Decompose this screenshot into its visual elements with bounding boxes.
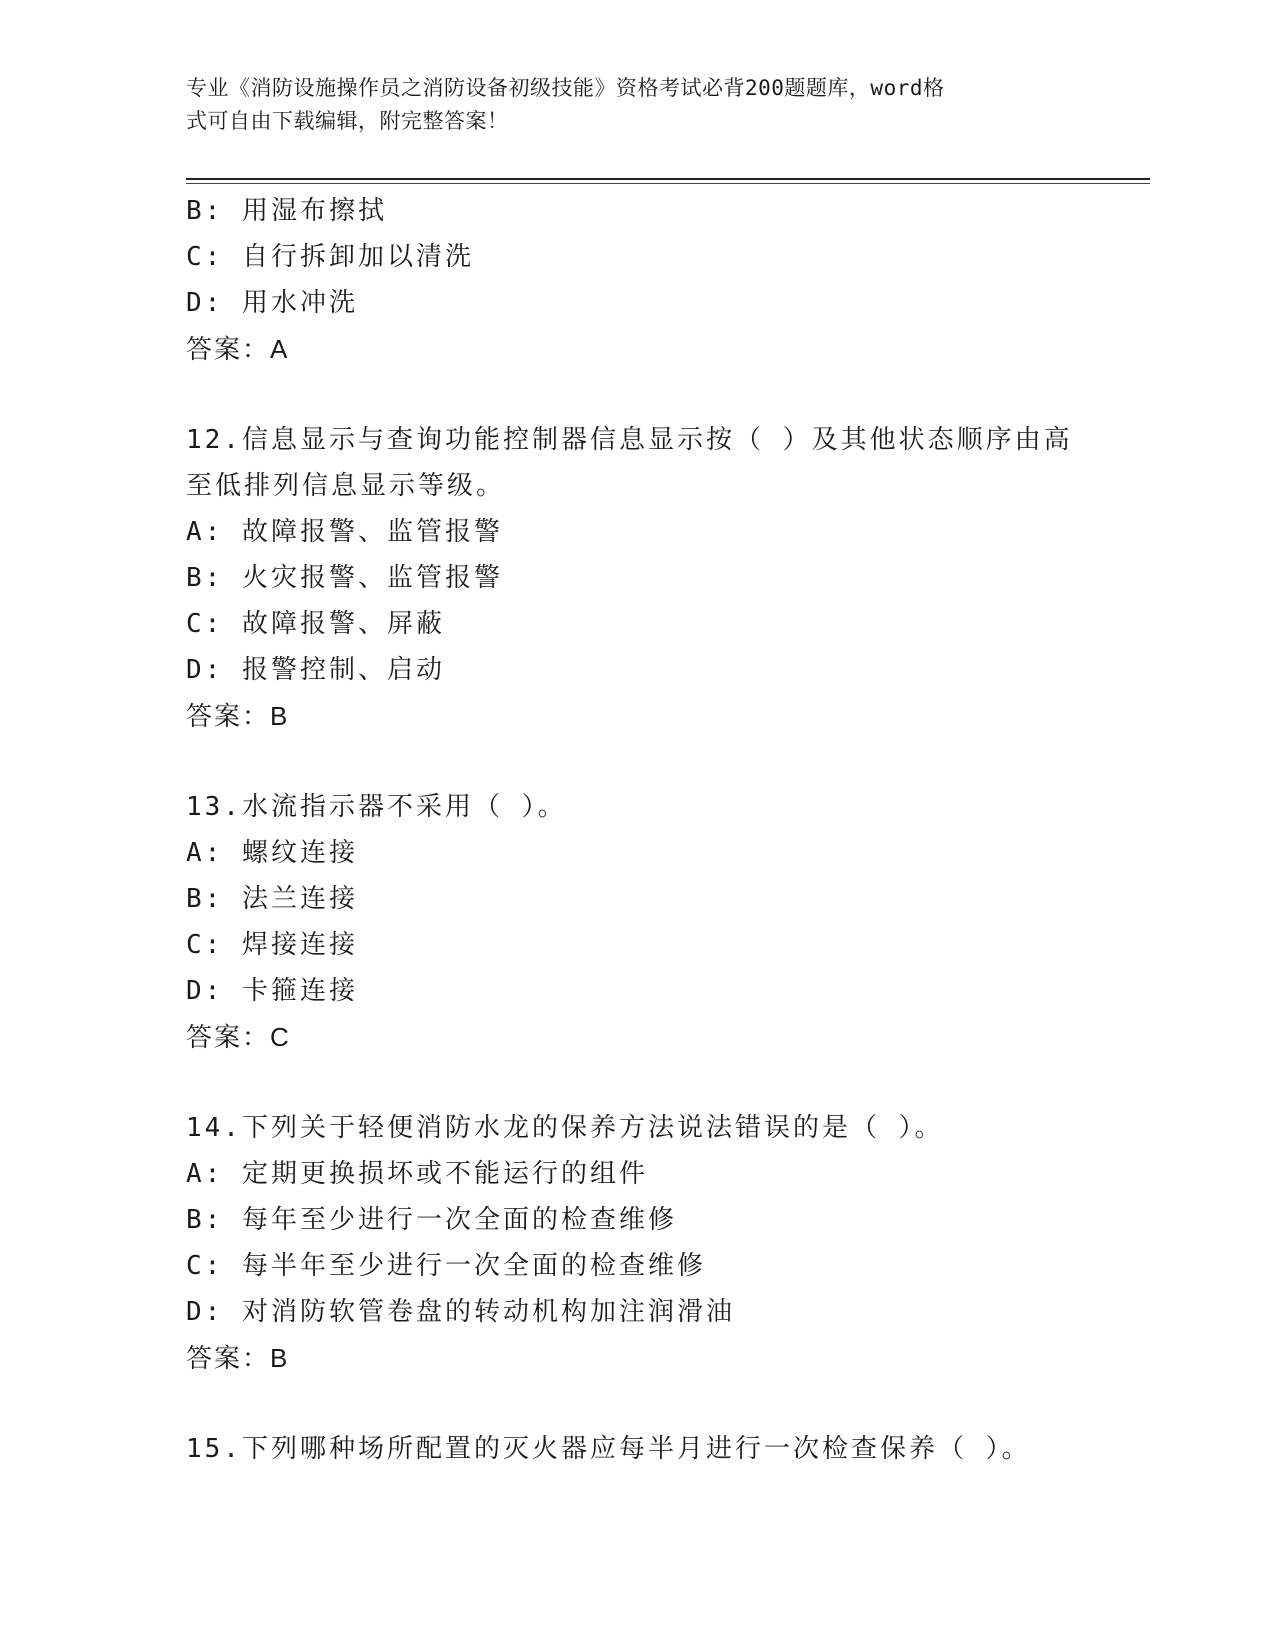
question-stem-cont: 至低排列信息显示等级。 [186,471,506,501]
header-divider-thin [186,183,1150,184]
question-15 [186,1426,1086,1472]
option-d: D: 报警控制、启动 [186,655,445,685]
option-a: A: 定期更换损坏或不能运行的组件 [186,1159,648,1189]
answer-line: 答案：B [186,1343,290,1373]
option-d: D: 对消防软管卷盘的转动机构加注润滑油 [186,1297,735,1327]
answer-line: 答案：A [186,334,290,364]
answer-line: 答案：C [186,1022,291,1052]
option-d: D: 用水冲洗 [186,288,358,318]
option-b: B: 用湿布擦拭 [186,196,387,226]
option-c: C: 自行拆卸加以清洗 [186,242,474,272]
question-11-continued [186,188,1086,372]
option-c: C: 每半年至少进行一次全面的检查维修 [186,1251,706,1281]
question-stem: 15.下列哪种场所配置的灭火器应每半月进行一次检查保养（ ）。 [186,1434,1031,1464]
option-c: C: 故障报警、屏蔽 [186,609,445,639]
question-list [186,188,1086,1472]
header-divider [186,178,1150,180]
option-a: A: 故障报警、监管报警 [186,517,503,547]
question-stem: 14.下列关于轻便消防水龙的保养方法说法错误的是（ ）。 [186,1113,944,1143]
answer-line: 答案：B [186,701,290,731]
option-b: B: 每年至少进行一次全面的检查维修 [186,1205,677,1235]
option-b: B: 法兰连接 [186,884,358,914]
option-b: B: 火灾报警、监管报警 [186,563,503,593]
question-12 [186,417,1086,739]
option-d: D: 卡箍连接 [186,976,358,1006]
header-line-1: 专业《消防设施操作员之消防设备初级技能》资格考试必背200题题库，word格 [186,76,945,100]
question-stem: 12.信息显示与查询功能控制器信息显示按（ ）及其他状态顺序由高 [186,425,1073,455]
option-a: A: 螺纹连接 [186,838,358,868]
header-line-2: 式可自由下载编辑，附完整答案！ [186,109,509,133]
option-c: C: 焊接连接 [186,930,358,960]
question-13 [186,784,1086,1060]
document-header [186,72,1066,138]
question-stem: 13.水流指示器不采用（ ）。 [186,792,567,822]
question-14 [186,1105,1086,1381]
